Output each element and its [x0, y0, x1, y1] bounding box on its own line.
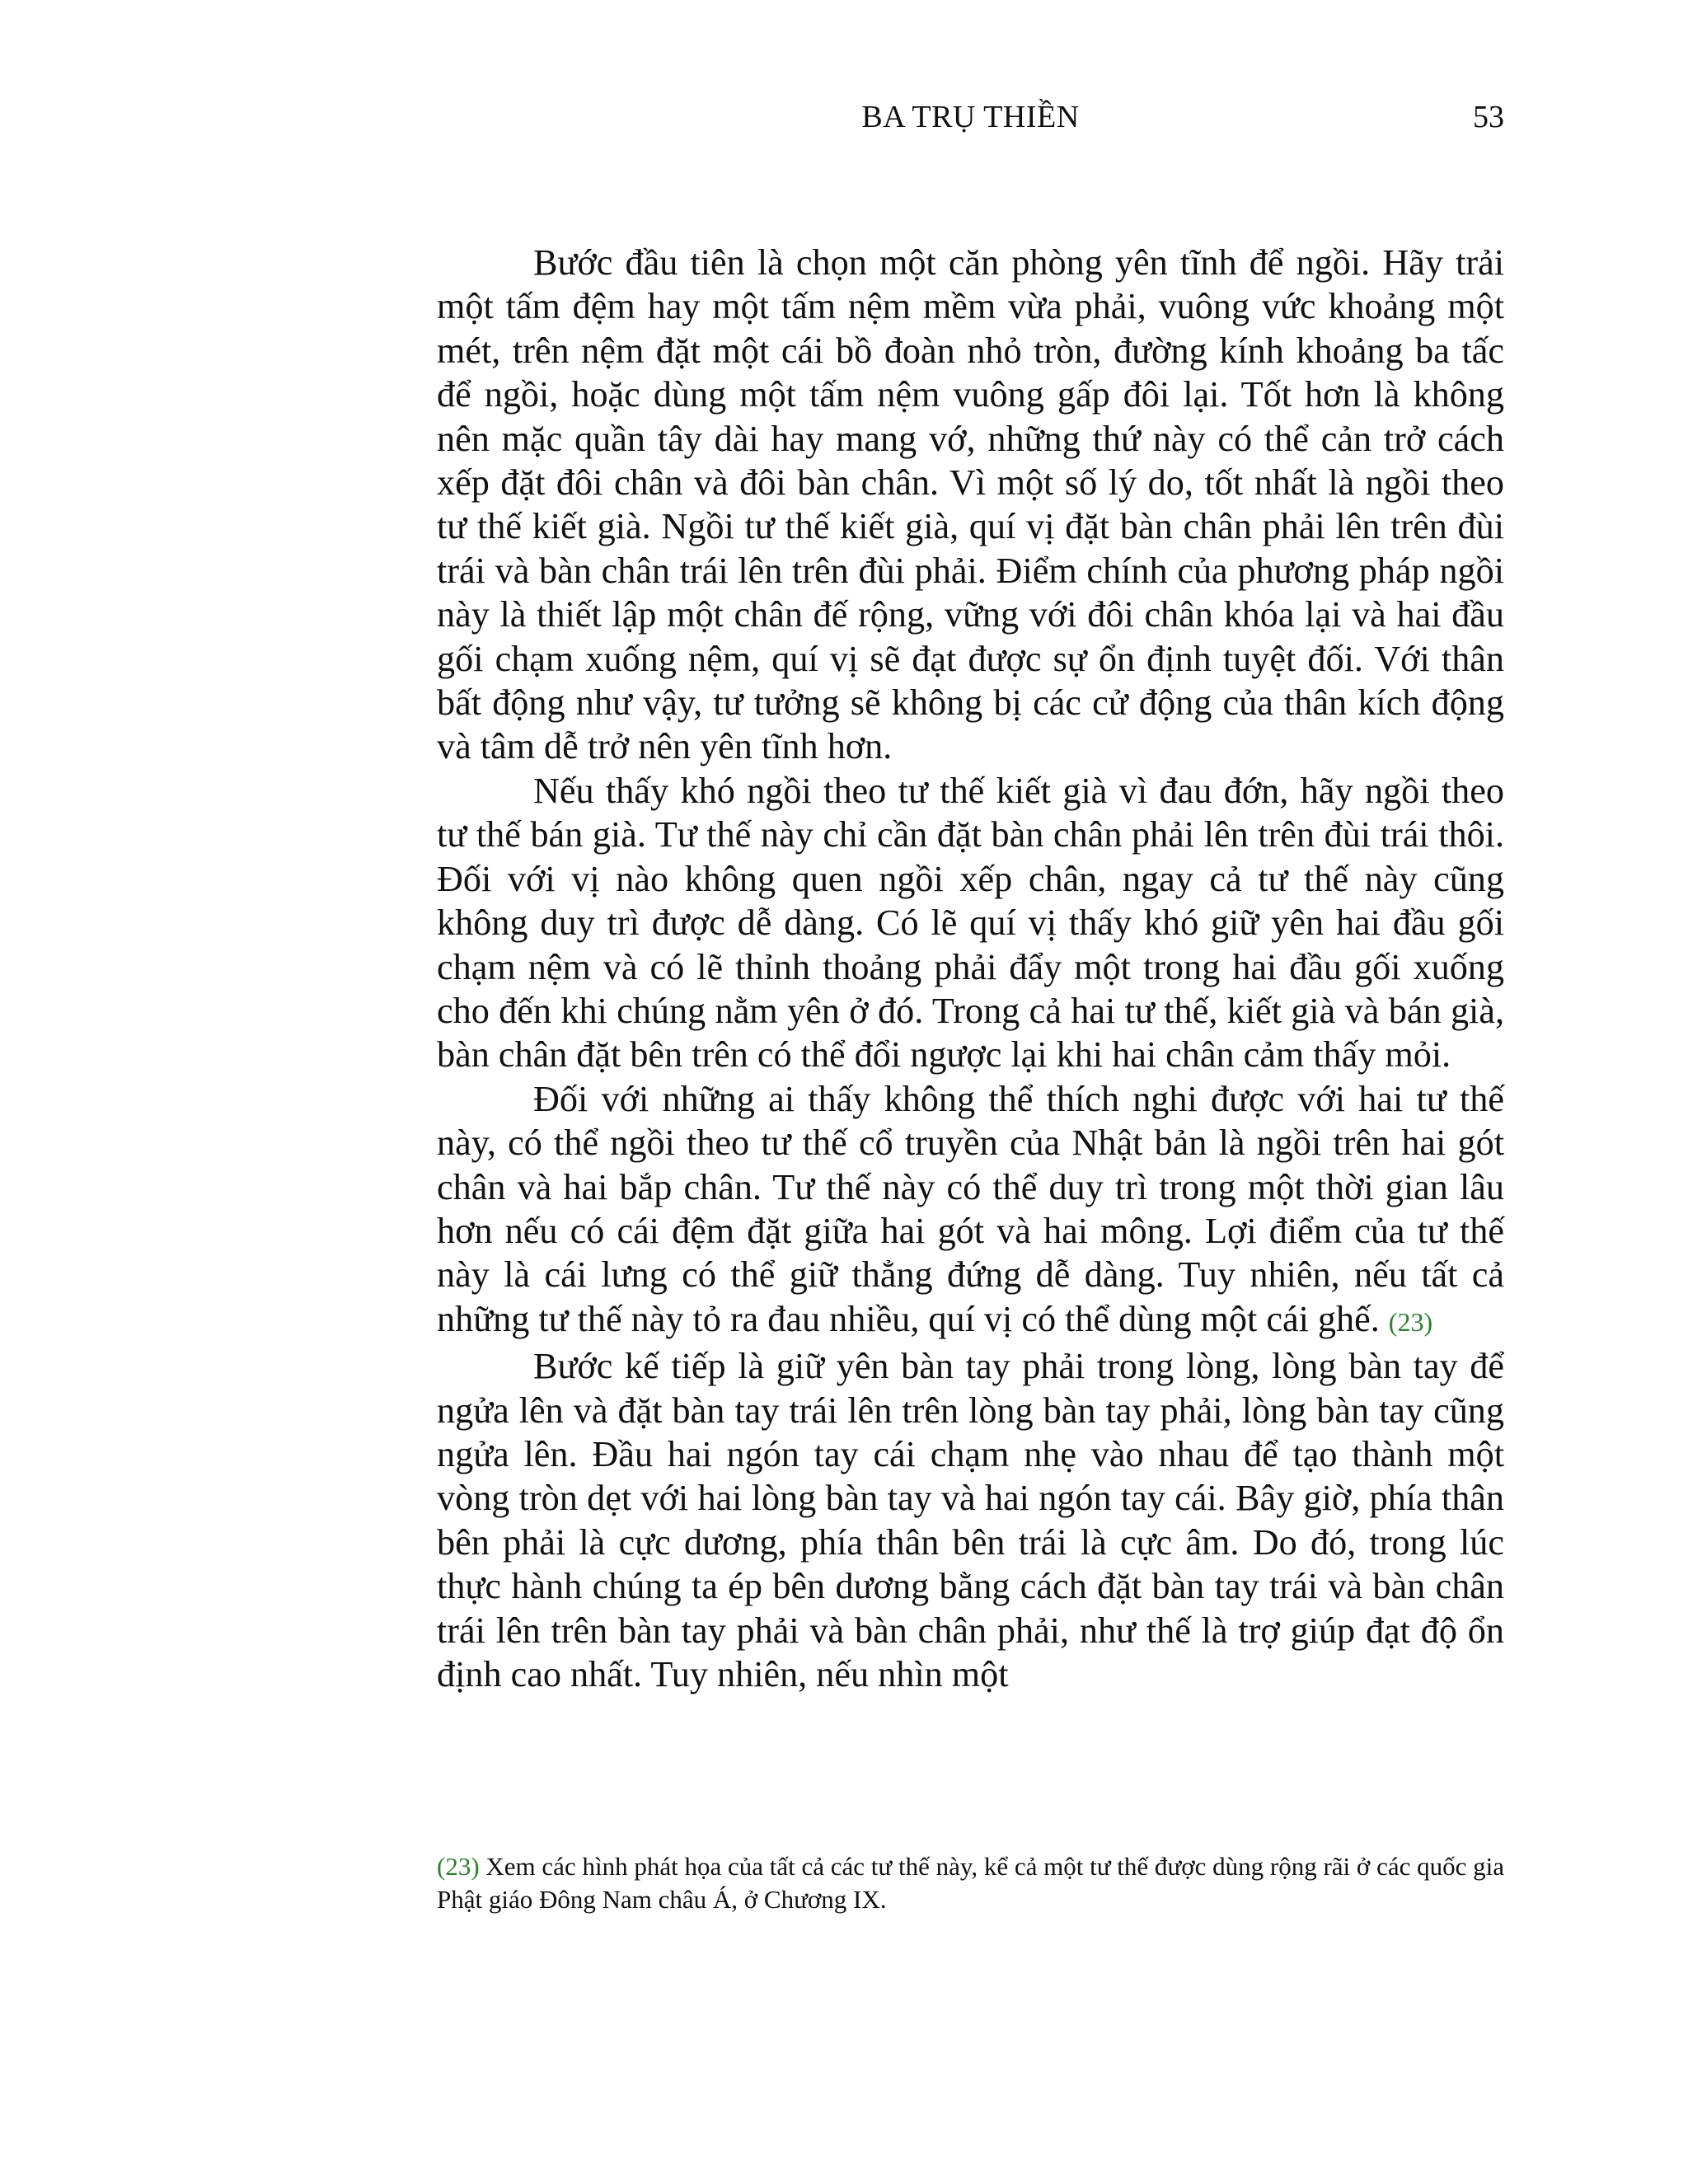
footnote-text: Xem các hình phát họa của tất cả các tư thế này, kể cả một tư thế được dùng rộng rãi ở các quốc gia Phật giáo Đông Nam châu Á, ở Chương IX. [437, 1852, 1504, 1914]
paragraph-4 [437, 1344, 1504, 1696]
paragraph-1 [437, 241, 1504, 769]
paragraph-1-text: Bước đầu tiên là chọn một căn phòng yên tĩnh để ngồi. Hãy trải một tấm đệm hay một tấm nệm mềm vừa phải, vuông vức khoảng một mét, trên nệm đặt một cái bồ đoàn nhỏ tròn, đường kính khoảng ba tấc để ngồi, hoặc dùng một tấm nệm vuông gấp đôi lại. Tốt hơn là không nên mặc quần tây dài hay mang vớ, những thứ này có thể cản trở cách xếp đặt đôi chân và đôi bàn chân. Vì một số lý do, tốt nhất là ngồi theo tư thế kiết già. Ngồi tư thế kiết già, quí vị đặt bàn chân phải lên trên đùi trái và bàn chân trái lên trên đùi phải. Điểm chính của phương pháp ngồi này là thiết lập một chân đế rộng, vững với đôi chân khóa lại và hai đầu gối chạm xuống nệm, quí vị sẽ đạt được sự ổn định tuyệt đối. Với thân bất động như vậy, tư tưởng sẽ không bị các cử động của thân kích động và tâm dễ trở nên yên tĩnh hơn. [437, 242, 1504, 767]
footnote-number: (23) [437, 1852, 480, 1881]
body-text [437, 241, 1504, 1696]
footnote-reference-link[interactable]: (23) [1388, 1306, 1433, 1337]
paragraph-3 [437, 1077, 1504, 1344]
footnote [437, 1850, 1504, 1916]
paragraph-2 [437, 769, 1504, 1077]
paragraph-4-text: Bước kế tiếp là giữ yên bàn tay phải trong lòng, lòng bàn tay để ngửa lên và đặt bàn tay trái lên trên lòng bàn tay phải, lòng bàn tay cũng ngửa lên. Đầu hai ngón tay cái chạm nhẹ vào nhau để tạo thành một vòng tròn dẹt với hai lòng bàn tay và hai ngón tay cái. Bây giờ, phía thân bên phải là cực dương, phía thân bên trái là cực âm. Do đó, trong lúc thực hành chúng ta ép bên dương bằng cách đặt bàn tay trái và bàn chân trái lên trên bàn tay phải và bàn chân phải, như thế là trợ giúp đạt độ ổn định cao nhất. Tuy nhiên, nếu nhìn một [437, 1346, 1504, 1694]
paragraph-3-text: Đối với những ai thấy không thể thích nghi được với hai tư thế này, có thể ngồi theo tư thế cổ truyền của Nhật bản là ngồi trên hai gót chân và hai bắp chân. Tư thế này có thể duy trì trong một thời gian lâu hơn nếu có cái đệm đặt giữa hai gót và hai mông. Lợi điểm của tư thế này là cái lưng có thể giữ thẳng đứng dễ dàng. Tuy nhiên, nếu tất cả những tư thế này tỏ ra đau nhiều, quí vị có thể dùng một cái ghế. [437, 1078, 1504, 1339]
page-number: 53 [1473, 100, 1504, 134]
paragraph-2-text: Nếu thấy khó ngồi theo tư thế kiết già vì đau đớn, hãy ngồi theo tư thế bán già. Tư thế này chỉ cần đặt bàn chân phải lên trên đùi trái thôi. Đối với vị nào không quen ngồi xếp chân, ngay cả tư thế này cũng không duy trì được dễ dàng. Có lẽ quí vị thấy khó giữ yên hai đầu gối chạm nệm và có lẽ thỉnh thoảng phải đẩy một trong hai đầu gối xuống cho đến khi chúng nằm yên ở đó. Trong cả hai tư thế, kiết già và bán già, bàn chân đặt bên trên có thể đổi ngược lại khi hai chân cảm thấy mỏi. [437, 770, 1504, 1076]
running-title: BA TRỤ THIỀN [861, 100, 1080, 134]
running-head [437, 92, 1504, 142]
